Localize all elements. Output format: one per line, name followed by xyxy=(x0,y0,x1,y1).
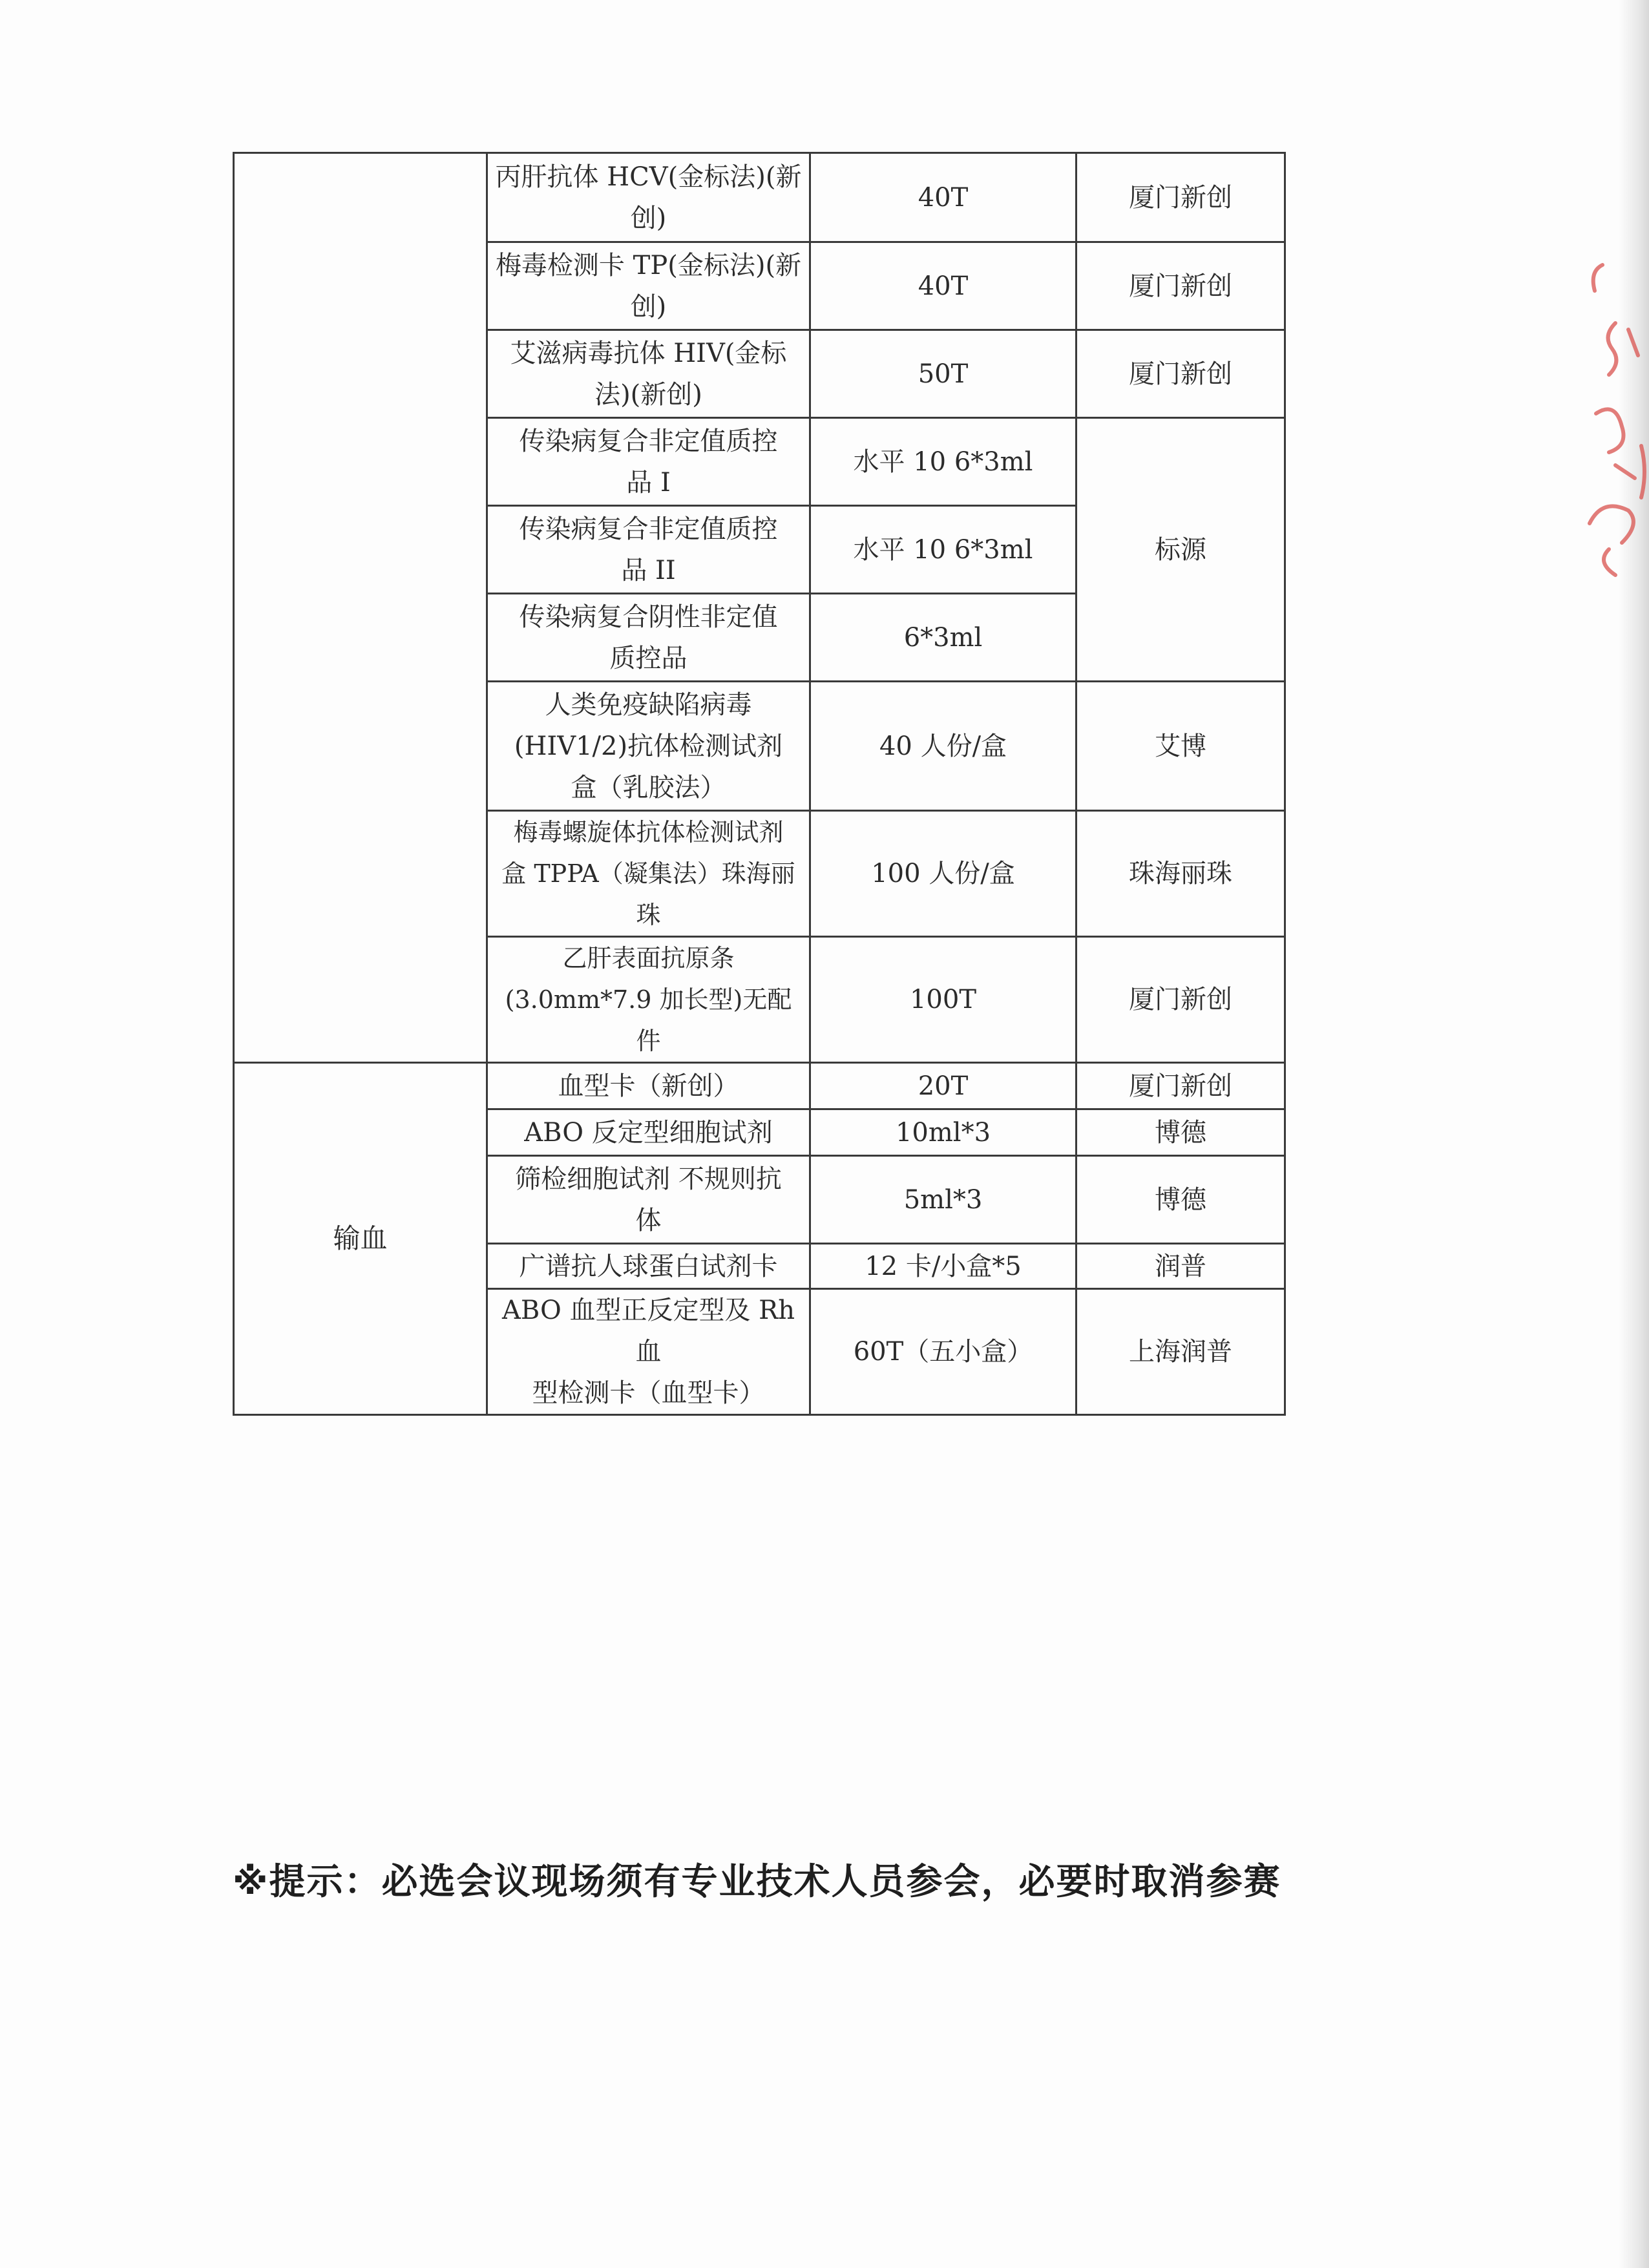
maker-cell: 珠海丽珠 xyxy=(1077,811,1285,937)
maker-cell: 润普 xyxy=(1077,1244,1285,1289)
maker-cell: 艾博 xyxy=(1077,682,1285,811)
reagent-name-line: 人类免疫缺陷病毒 xyxy=(545,689,752,720)
reagent-name-line: 品 I xyxy=(626,467,671,498)
reagent-name-line: 体 xyxy=(635,1205,662,1235)
reagent-name-line: ABO 反定型细胞试剂 xyxy=(524,1117,773,1148)
reagent-name-cell xyxy=(487,1063,810,1109)
spec-cell: 40 人份/盒 xyxy=(810,682,1077,811)
reagent-name-line: 传染病复合非定值质控 xyxy=(519,426,778,456)
reagent-name-cell xyxy=(487,682,810,811)
reagent-name-line: 广谱抗人球蛋白试剂卡 xyxy=(519,1251,778,1281)
reagent-name-line: 筛检细胞试剂 不规则抗 xyxy=(515,1164,782,1194)
reagent-name-line: 梅毒螺旋体抗体检测试剂 xyxy=(513,818,784,846)
reagent-name-line: (3.0mm*7.9 加长型)无配件 xyxy=(505,985,792,1055)
reagent-name-line: 丙肝抗体 HCV(金标法)(新 xyxy=(495,162,802,192)
red-seal-fragment xyxy=(1577,252,1649,588)
spec-cell: 5ml*3 xyxy=(810,1156,1077,1244)
notice-text: ※提示：必选会议现场须有专业技术人员参会，必要时取消参赛 xyxy=(233,1861,1281,1903)
maker-cell: 博德 xyxy=(1077,1109,1285,1156)
reagent-name-line: (HIV1/2)抗体检测试剂 xyxy=(514,731,783,761)
spec-cell: 10ml*3 xyxy=(810,1109,1077,1156)
reagent-name-cell xyxy=(487,1109,810,1156)
reagent-name-line: 乙肝表面抗原条 xyxy=(562,944,735,972)
table-row xyxy=(234,1063,1285,1109)
maker-cell: 厦门新创 xyxy=(1077,937,1285,1063)
spec-cell: 100T xyxy=(810,937,1077,1063)
reagent-name-cell xyxy=(487,811,810,937)
reagent-name-cell xyxy=(487,1289,810,1415)
category-cell: 输血 xyxy=(234,1063,487,1415)
maker-cell: 博德 xyxy=(1077,1156,1285,1244)
maker-cell: 厦门新创 xyxy=(1077,242,1285,330)
spec-cell: 60T（五小盒） xyxy=(810,1289,1077,1415)
reagent-table xyxy=(233,152,1286,1416)
spec-cell: 12 卡/小盒*5 xyxy=(810,1244,1077,1289)
spec-cell: 6*3ml xyxy=(810,594,1077,682)
reagent-name-line: 传染病复合阴性非定值 xyxy=(519,602,778,632)
reagent-name-cell xyxy=(487,153,810,242)
reagent-name-line: 梅毒检测卡 TP(金标法)(新 xyxy=(495,250,802,280)
reagent-name-line: 创) xyxy=(630,291,667,322)
reagent-name-line: 盒（乳胶法） xyxy=(571,772,726,803)
reagent-name-cell xyxy=(487,242,810,330)
reagent-name-cell xyxy=(487,1156,810,1244)
reagent-name-cell xyxy=(487,937,810,1063)
maker-cell: 厦门新创 xyxy=(1077,153,1285,242)
reagent-name-cell xyxy=(487,330,810,418)
reagent-name-line: ABO 血型正反定型及 Rh 血 xyxy=(501,1296,795,1367)
maker-cell: 标源 xyxy=(1077,418,1285,682)
reagent-name-line: 盒 TPPA（凝集法）珠海丽珠 xyxy=(501,859,795,929)
spec-cell: 40T xyxy=(810,153,1077,242)
reagent-name-cell xyxy=(487,506,810,594)
reagent-name-line: 艾滋病毒抗体 HIV(金标 xyxy=(510,338,787,368)
reagent-name-cell xyxy=(487,594,810,682)
table-row xyxy=(234,153,1285,242)
category-cell xyxy=(234,153,487,1063)
reagent-name-line: 品 II xyxy=(621,555,676,585)
spec-cell: 40T xyxy=(810,242,1077,330)
reagent-name-cell xyxy=(487,418,810,506)
reagent-name-line: 型检测卡（血型卡） xyxy=(532,1378,765,1408)
reagent-name-cell xyxy=(487,1244,810,1289)
spec-cell: 水平 10 6*3ml xyxy=(810,418,1077,506)
maker-cell: 上海润普 xyxy=(1077,1289,1285,1415)
maker-cell: 厦门新创 xyxy=(1077,1063,1285,1109)
spec-cell: 水平 10 6*3ml xyxy=(810,506,1077,594)
reagent-name-line: 传染病复合非定值质控 xyxy=(519,514,778,544)
reagent-name-line: 血型卡（新创） xyxy=(558,1071,739,1101)
reagent-name-line: 质控品 xyxy=(609,643,688,673)
maker-cell: 厦门新创 xyxy=(1077,330,1285,418)
spec-cell: 100 人份/盒 xyxy=(810,811,1077,937)
spec-cell: 20T xyxy=(810,1063,1077,1109)
spec-cell: 50T xyxy=(810,330,1077,418)
reagent-name-line: 法)(新创) xyxy=(594,379,702,410)
reagent-name-line: 创) xyxy=(630,203,667,233)
